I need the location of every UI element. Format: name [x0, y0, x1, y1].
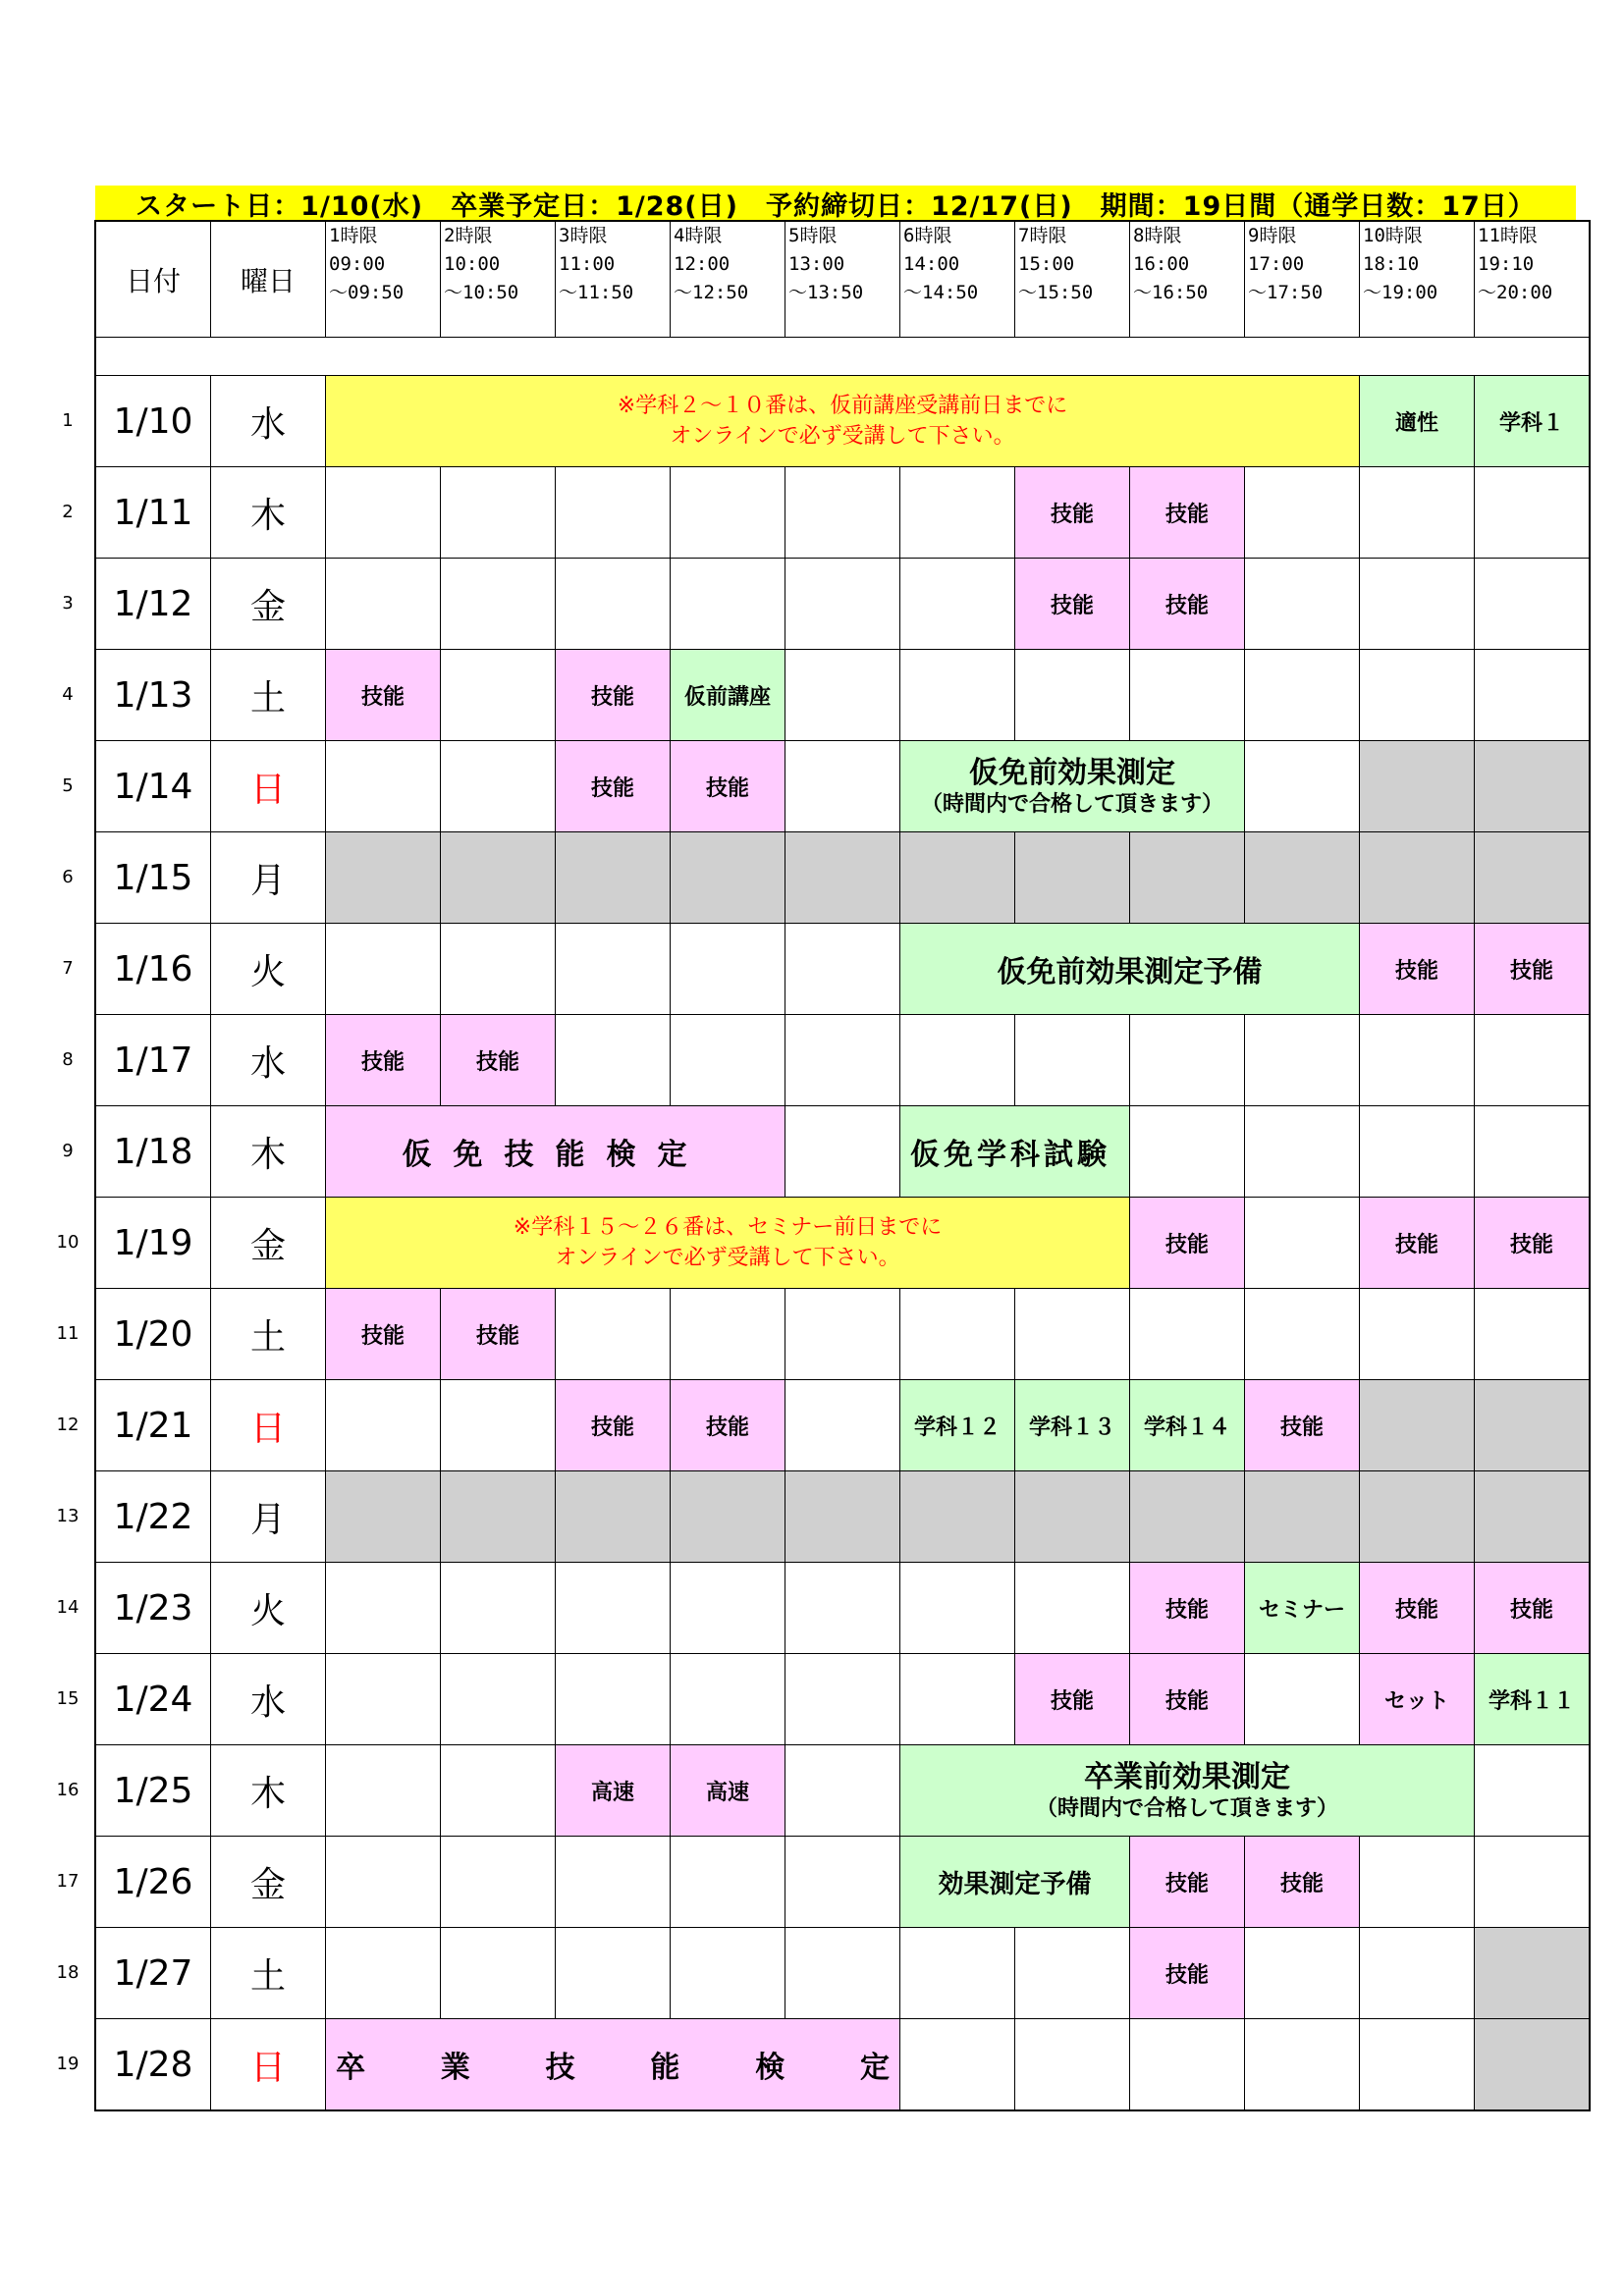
empty-slot [670, 1927, 785, 2019]
lesson-kosoku: 高速 [555, 1744, 671, 1837]
weekday-cell: 木 [210, 1744, 326, 1837]
closed-slot [1474, 831, 1590, 924]
lesson-ginou: 技能 [1129, 1653, 1245, 1745]
empty-slot [785, 466, 900, 559]
lesson-ginou: 技能 [1359, 1562, 1475, 1654]
empty-slot [1474, 1744, 1590, 1837]
closed-slot [899, 1470, 1015, 1563]
event-note: （時間内で合格して頂きます） [1035, 1796, 1338, 1821]
empty-slot [440, 923, 556, 1015]
empty-slot [785, 1288, 900, 1380]
empty-slot [1129, 1288, 1245, 1380]
date-cell: 1/10 [95, 375, 211, 467]
empty-slot [899, 2018, 1015, 2110]
lesson-ginou: 技能 [1129, 466, 1245, 559]
empty-slot [785, 558, 900, 650]
empty-slot [785, 1653, 900, 1745]
empty-slot [1359, 466, 1475, 559]
lesson-seminar: セミナー [1244, 1562, 1360, 1654]
header-period: 3時限 11:00 ～11:50 [555, 221, 671, 338]
date-cell: 1/23 [95, 1562, 211, 1654]
empty-slot [1359, 1288, 1475, 1380]
lesson-ginou: 技能 [1244, 1379, 1360, 1471]
closed-slot [1359, 740, 1475, 832]
date-cell: 1/17 [95, 1014, 211, 1106]
lesson-ginou: 技能 [325, 1014, 441, 1106]
weekday-cell: 水 [210, 1014, 326, 1106]
date-cell: 1/11 [95, 466, 211, 559]
row-number: 12 [56, 1414, 80, 1435]
lesson-set: セット [1359, 1653, 1475, 1745]
lesson-gakka13: 学科１３ [1014, 1379, 1130, 1471]
row-number: 15 [56, 1687, 80, 1709]
event-title: 仮免前効果測定 [969, 755, 1175, 790]
lesson-karimen-koka-yobi: 仮免前効果測定予備 [899, 923, 1360, 1015]
row-number: 8 [62, 1048, 74, 1070]
lesson-karimae: 仮前講座 [670, 649, 785, 741]
lesson-ginou: 技能 [1129, 1836, 1245, 1928]
empty-slot [785, 1105, 900, 1198]
empty-slot [1244, 649, 1360, 741]
event-title: 卒業前効果測定 [1084, 1759, 1290, 1794]
lesson-ginou: 技能 [1474, 923, 1590, 1015]
empty-slot [1359, 2018, 1475, 2110]
weekday-cell: 木 [210, 1105, 326, 1198]
lesson-ginou: 技能 [1474, 1197, 1590, 1289]
lesson-ginou: 技能 [440, 1288, 556, 1380]
lesson-ginou: 技能 [325, 1288, 441, 1380]
lesson-ginou: 技能 [1129, 1927, 1245, 2019]
empty-slot [325, 1744, 441, 1837]
empty-slot [1359, 558, 1475, 650]
empty-slot [670, 1653, 785, 1745]
closed-slot [1359, 831, 1475, 924]
karimen-koka-cell [899, 740, 1245, 832]
row-number: 11 [56, 1322, 80, 1344]
empty-slot [1474, 466, 1590, 559]
row-number: 5 [62, 774, 74, 796]
header-period: 9時限 17:00 ～17:50 [1244, 221, 1360, 338]
empty-slot [440, 1836, 556, 1928]
closed-slot [1474, 740, 1590, 832]
weekday-cell: 日 [210, 740, 326, 832]
row-number: 18 [56, 1961, 80, 1983]
lesson-sotsugyo-ginou [325, 2018, 900, 2110]
closed-slot [1014, 1470, 1130, 1563]
event-char: 技 [545, 2051, 575, 2085]
empty-slot [1244, 1288, 1360, 1380]
date-cell: 1/18 [95, 1105, 211, 1198]
empty-slot [670, 466, 785, 559]
closed-slot [1474, 1927, 1590, 2019]
empty-slot [1359, 1105, 1475, 1198]
lesson-ginou: 技能 [555, 1379, 671, 1471]
closed-slot [785, 831, 900, 924]
weekday-cell: 水 [210, 375, 326, 467]
header-period: 7時限 15:00 ～15:50 [1014, 221, 1130, 338]
empty-slot [785, 1379, 900, 1471]
empty-slot [670, 1836, 785, 1928]
closed-slot [440, 831, 556, 924]
empty-slot [1474, 558, 1590, 650]
empty-slot [555, 1562, 671, 1654]
empty-slot [1244, 1927, 1360, 2019]
header-period: 2時限 10:00 ～10:50 [440, 221, 556, 338]
lesson-ginou: 技能 [1474, 1562, 1590, 1654]
empty-slot [1474, 1105, 1590, 1198]
event-char: 能 [650, 2051, 680, 2085]
closed-slot [785, 1470, 900, 1563]
event-note: （時間内で合格して頂きます） [920, 792, 1223, 817]
closed-slot [899, 831, 1015, 924]
header-spacer-row [95, 337, 1590, 376]
lesson-tekisei: 適性 [1359, 375, 1475, 467]
empty-slot [670, 923, 785, 1015]
empty-slot [440, 558, 556, 650]
lesson-kosoku: 高速 [670, 1744, 785, 1837]
header-period: 4時限 12:00 ～12:50 [670, 221, 785, 338]
closed-slot [1474, 1470, 1590, 1563]
empty-slot [555, 1927, 671, 2019]
schedule-banner: スタート日：1/10(水) 卒業予定日：1/28(日) 予約締切日：12/17(日) 期間：19日間（通学日数：17日） [95, 186, 1576, 221]
online-notice [325, 1197, 1130, 1289]
empty-slot [555, 1288, 671, 1380]
weekday-cell: 月 [210, 831, 326, 924]
empty-slot [785, 649, 900, 741]
header-period: 6時限 14:00 ～14:50 [899, 221, 1015, 338]
row-number: 6 [62, 866, 74, 887]
weekday-cell: 金 [210, 1197, 326, 1289]
sotsugyo-koka-cell [899, 1744, 1475, 1837]
header-period: 1時限 09:00 ～09:50 [325, 221, 441, 338]
weekday-cell: 日 [210, 2018, 326, 2110]
closed-slot [555, 1470, 671, 1563]
empty-slot [325, 923, 441, 1015]
closed-slot [440, 1470, 556, 1563]
weekday-cell: 火 [210, 923, 326, 1015]
empty-slot [1244, 466, 1360, 559]
empty-slot [899, 1288, 1015, 1380]
notice-line: オンラインで必ず受講して下さい。 [670, 424, 1015, 449]
lesson-ginou: 技能 [1129, 1197, 1245, 1289]
closed-slot [1129, 831, 1245, 924]
empty-slot [325, 1927, 441, 2019]
row-number: 4 [62, 683, 74, 705]
empty-slot [1359, 1836, 1475, 1928]
weekday-cell: 土 [210, 1288, 326, 1380]
empty-slot [1474, 1288, 1590, 1380]
notice-line: ※学科１５～２６番は、セミナー前日までに [513, 1215, 943, 1240]
lesson-ginou: 技能 [555, 740, 671, 832]
closed-slot [670, 1470, 785, 1563]
notice-line: オンラインで必ず受講して下さい。 [555, 1246, 900, 1270]
header-period: 10時限 18:10 ～19:00 [1359, 221, 1475, 338]
closed-slot [1359, 1379, 1475, 1471]
empty-slot [440, 1379, 556, 1471]
closed-slot [1014, 831, 1130, 924]
weekday-cell: 火 [210, 1562, 326, 1654]
date-cell: 1/19 [95, 1197, 211, 1289]
date-cell: 1/12 [95, 558, 211, 650]
weekday-cell: 月 [210, 1470, 326, 1563]
empty-slot [555, 466, 671, 559]
date-cell: 1/22 [95, 1470, 211, 1563]
empty-slot [1014, 1288, 1130, 1380]
event-char: 検 [755, 2051, 785, 2085]
header-date-label: 日付 [95, 221, 211, 338]
empty-slot [440, 1927, 556, 2019]
empty-slot [670, 1562, 785, 1654]
closed-slot [1359, 1470, 1475, 1563]
row-number: 1 [62, 409, 74, 431]
empty-slot [1359, 649, 1475, 741]
empty-slot [899, 1653, 1015, 1745]
weekday-cell: 木 [210, 466, 326, 559]
empty-slot [899, 1927, 1015, 2019]
row-number: 14 [56, 1596, 80, 1618]
empty-slot [785, 923, 900, 1015]
lesson-ginou: 技能 [1014, 558, 1130, 650]
empty-slot [440, 740, 556, 832]
empty-slot [440, 649, 556, 741]
empty-slot [785, 1927, 900, 2019]
event-char: 業 [440, 2051, 470, 2085]
lesson-ginou: 技能 [325, 649, 441, 741]
date-cell: 1/16 [95, 923, 211, 1015]
row-number: 10 [56, 1231, 80, 1253]
empty-slot [555, 558, 671, 650]
empty-slot [1244, 2018, 1360, 2110]
date-cell: 1/13 [95, 649, 211, 741]
weekday-cell: 土 [210, 649, 326, 741]
empty-slot [555, 923, 671, 1015]
empty-slot [1244, 1014, 1360, 1106]
lesson-ginou: 技能 [1359, 923, 1475, 1015]
empty-slot [1474, 649, 1590, 741]
lesson-gakka1: 学科１ [1474, 375, 1590, 467]
date-cell: 1/27 [95, 1927, 211, 2019]
row-number: 13 [56, 1505, 80, 1526]
closed-slot [555, 831, 671, 924]
empty-slot [325, 740, 441, 832]
empty-slot [899, 1562, 1015, 1654]
row-number: 17 [56, 1870, 80, 1892]
empty-slot [899, 1014, 1015, 1106]
date-cell: 1/15 [95, 831, 211, 924]
empty-slot [1474, 1836, 1590, 1928]
empty-slot [670, 1014, 785, 1106]
weekday-cell: 金 [210, 558, 326, 650]
header-period: 5時限 13:00 ～13:50 [785, 221, 900, 338]
empty-slot [785, 740, 900, 832]
date-cell: 1/21 [95, 1379, 211, 1471]
closed-slot [1244, 1470, 1360, 1563]
lesson-ginou: 技能 [1359, 1197, 1475, 1289]
online-notice [325, 375, 1360, 467]
weekday-cell: 土 [210, 1927, 326, 2019]
lesson-ginou: 技能 [1244, 1836, 1360, 1928]
empty-slot [440, 1744, 556, 1837]
empty-slot [1244, 740, 1360, 832]
date-cell: 1/25 [95, 1744, 211, 1837]
weekday-cell: 金 [210, 1836, 326, 1928]
weekday-cell: 水 [210, 1653, 326, 1745]
lesson-ginou: 技能 [440, 1014, 556, 1106]
weekday-cell: 日 [210, 1379, 326, 1471]
empty-slot [555, 1014, 671, 1106]
header-period: 8時限 16:00 ～16:50 [1129, 221, 1245, 338]
lesson-ginou: 技能 [1129, 1562, 1245, 1654]
empty-slot [1244, 1653, 1360, 1745]
empty-slot [1014, 1562, 1130, 1654]
empty-slot [440, 466, 556, 559]
empty-slot [1129, 649, 1245, 741]
lesson-ginou: 技能 [1014, 1653, 1130, 1745]
header-dow-label: 曜日 [210, 221, 326, 338]
closed-slot [670, 831, 785, 924]
empty-slot [899, 466, 1015, 559]
closed-slot [1474, 2018, 1590, 2110]
event-char: 定 [859, 2051, 890, 2085]
lesson-gakka12: 学科１２ [899, 1379, 1015, 1471]
closed-slot [1244, 831, 1360, 924]
empty-slot [1129, 2018, 1245, 2110]
row-number: 7 [62, 957, 74, 979]
empty-slot [670, 1288, 785, 1380]
date-cell: 1/14 [95, 740, 211, 832]
empty-slot [785, 1836, 900, 1928]
empty-slot [440, 1653, 556, 1745]
empty-slot [899, 558, 1015, 650]
empty-slot [785, 1562, 900, 1654]
empty-slot [325, 1836, 441, 1928]
empty-slot [785, 1744, 900, 1837]
empty-slot [1129, 1014, 1245, 1106]
row-number: 9 [62, 1140, 74, 1161]
empty-slot [325, 1653, 441, 1745]
row-number: 3 [62, 592, 74, 614]
empty-slot [1129, 1105, 1245, 1198]
closed-slot [325, 1470, 441, 1563]
lesson-gakka11: 学科１１ [1474, 1653, 1590, 1745]
lesson-koka-yobi: 効果測定予備 [899, 1836, 1130, 1928]
date-cell: 1/28 [95, 2018, 211, 2110]
lesson-ginou: 技能 [670, 1379, 785, 1471]
empty-slot [325, 466, 441, 559]
lesson-karimen-ginou: 仮免技能検定 [325, 1105, 785, 1198]
empty-slot [1014, 649, 1130, 741]
closed-slot [325, 831, 441, 924]
empty-slot [325, 558, 441, 650]
empty-slot [555, 1653, 671, 1745]
empty-slot [1014, 2018, 1130, 2110]
empty-slot [1244, 1105, 1360, 1198]
empty-slot [1244, 1197, 1360, 1289]
lesson-gakka14: 学科１４ [1129, 1379, 1245, 1471]
lesson-ginou: 技能 [1129, 558, 1245, 650]
lesson-ginou: 技能 [670, 740, 785, 832]
row-number: 19 [56, 2053, 80, 2074]
lesson-karimen-gakka: 仮免学科試験 [899, 1105, 1130, 1198]
empty-slot [1014, 1014, 1130, 1106]
header-period: 11時限 19:10 ～20:00 [1474, 221, 1590, 338]
row-number: 2 [62, 501, 74, 522]
empty-slot [785, 1014, 900, 1106]
closed-slot [1474, 1379, 1590, 1471]
lesson-ginou: 技能 [1014, 466, 1130, 559]
date-cell: 1/24 [95, 1653, 211, 1745]
empty-slot [440, 1562, 556, 1654]
date-cell: 1/20 [95, 1288, 211, 1380]
notice-line: ※学科２～１０番は、仮前講座受講前日までに [617, 394, 1068, 418]
empty-slot [670, 558, 785, 650]
empty-slot [1359, 1014, 1475, 1106]
empty-slot [325, 1379, 441, 1471]
empty-slot [899, 649, 1015, 741]
date-cell: 1/26 [95, 1836, 211, 1928]
empty-slot [325, 1562, 441, 1654]
empty-slot [555, 1836, 671, 1928]
lesson-ginou: 技能 [555, 649, 671, 741]
closed-slot [1129, 1470, 1245, 1563]
row-number: 16 [56, 1779, 80, 1800]
empty-slot [1014, 1927, 1130, 2019]
empty-slot [1474, 1014, 1590, 1106]
event-char: 卒 [336, 2051, 365, 2085]
empty-slot [1244, 558, 1360, 650]
empty-slot [1359, 1927, 1475, 2019]
